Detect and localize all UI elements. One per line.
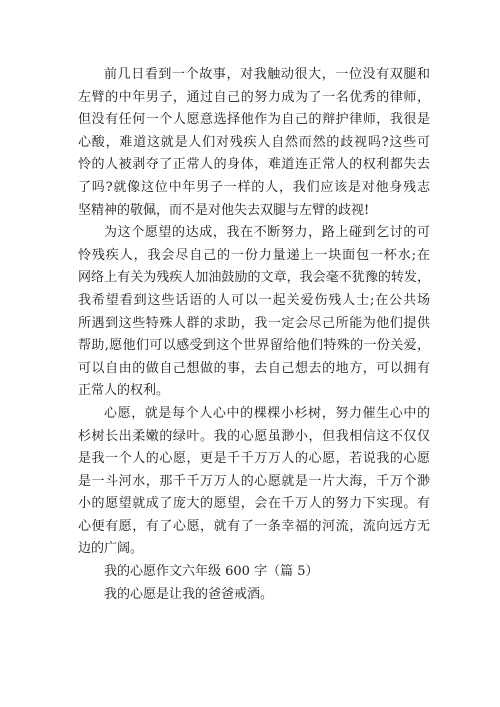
text-line: 我希望看到这些话语的人可以一起关爱伤残人士;在公共场 — [78, 292, 430, 308]
section-heading — [78, 561, 430, 584]
text-line: 但没有任何一个人愿意选择他作为自己的辩护律师，我很是 — [78, 112, 430, 128]
paragraph-effort — [78, 222, 430, 403]
text-line: 心便有愿，有了心愿，就有了一条幸福的河流，流向远方无 — [78, 518, 430, 534]
paragraph-story — [78, 64, 430, 222]
text-line: 所遇到这些特殊人群的求助，我一定会尽己所能为他们提供 — [78, 315, 430, 331]
text-line: 怜的人被剥夺了正常人的身体，难道连正常人的权利都失去 — [78, 157, 430, 173]
text-line: 边的广阔。 — [78, 541, 144, 557]
section-title: 我的心愿作文六年级 600 字（篇 5） — [104, 564, 319, 580]
text-line: 帮助,愿他们可以感受到这个世界留给他们特殊的一份关爱， — [78, 338, 430, 354]
paragraph-wish — [78, 403, 430, 561]
text-line: 是一斗河水，那千千万万人的心愿就是一片大海，千万个渺 — [78, 473, 430, 489]
text-line: 正常人的权利。 — [78, 383, 170, 399]
text-line: 心愿，就是每个人心中的棵棵小杉树，努力催生心中的 — [104, 405, 430, 421]
text-line: 了吗?就像这位中年男子一样的人，我们应该是对他身残志 — [78, 179, 430, 195]
text-line: 小的愿望就成了庞大的愿望，会在千万人的努力下实现。有 — [78, 496, 430, 512]
text-line: 心酸，难道这就是人们对残疾人自然而然的歧视吗?这些可 — [78, 134, 430, 150]
text-line: 是我一个人的心愿，更是千千万万人的心愿，若说我的心愿 — [78, 451, 430, 467]
paragraph-opening — [78, 584, 430, 607]
text-line: 我的心愿是让我的爸爸戒酒。 — [104, 586, 274, 602]
text-line: 杉树长出柔嫩的绿叶。我的心愿虽渺小，但我相信这不仅仅 — [78, 428, 430, 444]
text-line: 为这个愿望的达成，我在不断努力，路上碰到乞讨的可 — [104, 225, 430, 241]
text-line: 可以自由的做自己想做的事，去自己想去的地方，可以拥有 — [78, 360, 430, 376]
text-line: 网络上有关为残疾人加油鼓励的文章，我会毫不犹豫的转发， — [78, 270, 430, 286]
text-line: 左臂的中年男子，通过自己的努力成为了一名优秀的律师， — [78, 89, 430, 105]
text-line: 前几日看到一个故事，对我触动很大，一位没有双腿和 — [104, 67, 430, 82]
text-line: 怜残疾人，我会尽自己的一份力量递上一块面包一杯水;在 — [78, 247, 430, 263]
text-line: 坚精神的敬佩，而不是对他失去双腿与左臂的歧视! — [78, 202, 370, 218]
document-body — [78, 64, 430, 606]
